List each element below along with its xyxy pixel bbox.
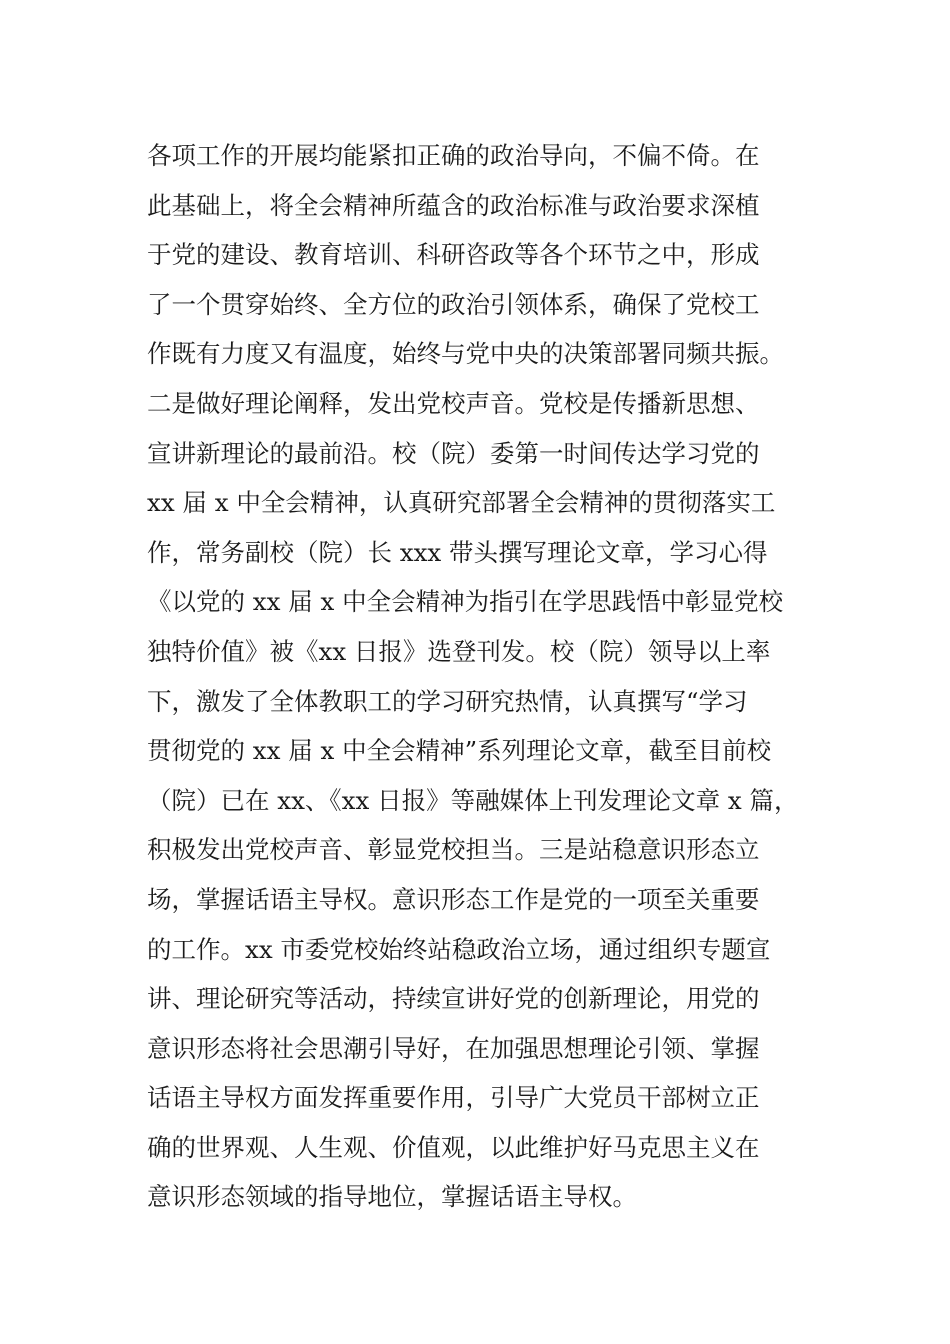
text-line: 作既有力度又有温度，始终与党中央的决策部署同频共振。 (147, 339, 784, 369)
text-line: 各项工作的开展均能紧扣正确的政治导向，不偏不倚。在 (147, 141, 760, 170)
text-line: 的工作。xx 市委党校始终站稳政治立场，通过组织专题宣 (147, 934, 771, 964)
text-line: 此基础上，将全会精神所蕴含的政治标准与政治要求深植 (147, 190, 760, 220)
text-line: 了一个贯穿始终、全方位的政治引领体系，确保了党校工 (147, 289, 760, 319)
text-line: 讲、理论研究等活动，持续宣讲好党的创新理论，用党的 (147, 984, 760, 1014)
text-line: 下，激发了全体教职工的学习研究热情，认真撰写“学习 (147, 686, 748, 716)
text-line: 二是做好理论阐释，发出党校声音。党校是传播新思想、 (147, 388, 760, 418)
text-line: xx 届 x 中全会精神，认真研究部署全会精神的贯彻落实工 (147, 488, 776, 518)
text-line: 意识形态领域的指导地位，掌握话语主导权。 (147, 1182, 637, 1212)
body-text (147, 131, 827, 1222)
text-line: 场，掌握话语主导权。意识形态工作是党的一项至关重要 (147, 884, 760, 914)
text-line: 独特价值》被《xx 日报》选登刊发。校（院）领导以上率 (147, 636, 771, 666)
text-line: 于党的建设、教育培训、科研咨政等各个环节之中，形成 (147, 240, 760, 270)
text-line: 话语主导权方面发挥重要作用，引导广大党员干部树立正 (147, 1083, 760, 1113)
text-line: 贯彻党的 xx 届 x 中全会精神”系列理论文章，截至目前校 (147, 736, 772, 766)
text-line: 积极发出党校声音、彰显党校担当。三是站稳意识形态立 (147, 835, 760, 865)
text-line: 《以党的 xx 届 x 中全会精神为指引在学思践悟中彰显党校 (147, 587, 784, 617)
text-line: （院）已在 xx、《xx 日报》等融媒体上刊发理论文章 x 篇， (147, 785, 799, 815)
text-line: 宣讲新理论的最前沿。校（院）委第一时间传达学习党的 (147, 438, 760, 468)
text-line: 意识形态将社会思潮引导好，在加强思想理论引领、掌握 (147, 1033, 760, 1063)
text-line: 作，常务副校（院）长 xxx 带头撰写理论文章，学习心得 (147, 537, 768, 567)
text-line: 确的世界观、人生观、价值观，以此维护好马克思主义在 (147, 1132, 760, 1162)
